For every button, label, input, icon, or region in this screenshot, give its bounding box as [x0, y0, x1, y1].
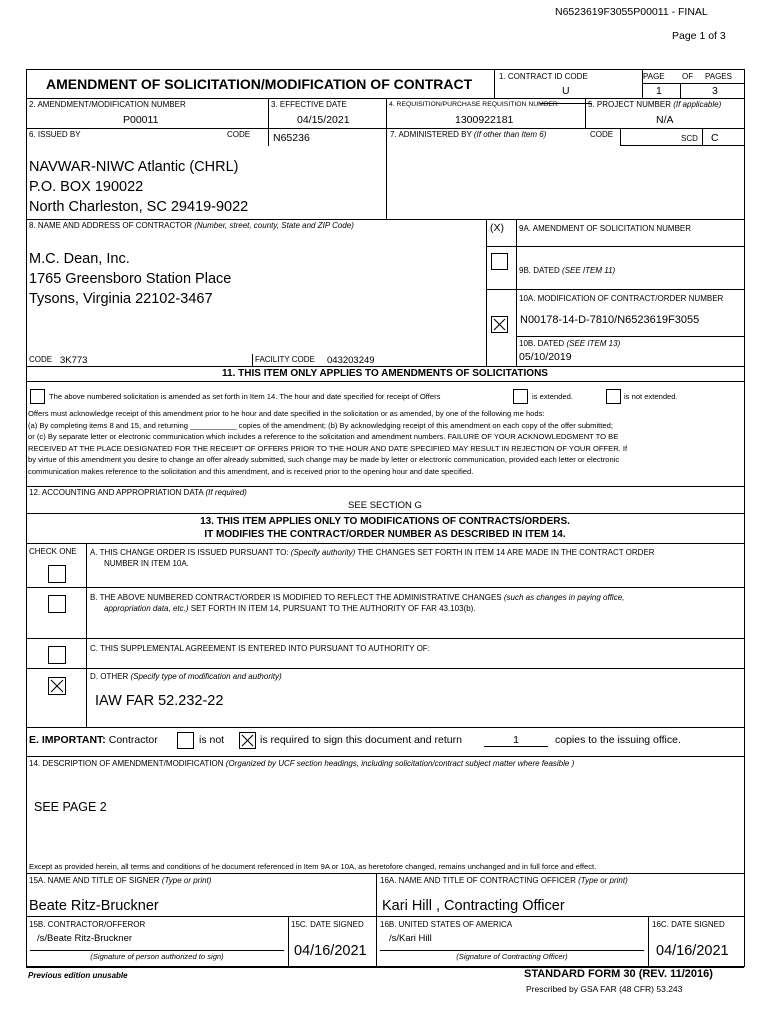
solicitation-amended-checkbox[interactable] — [30, 389, 45, 404]
extended-checkbox[interactable] — [513, 389, 528, 404]
not-extended-label: is not extended. — [624, 392, 678, 401]
option-c-checkbox[interactable] — [48, 646, 66, 664]
except-statement: Except as provided herein, all terms and conditions of he document referenced in Item 9A or 10A, as heretofore changed, remains unchanged and in full force and effect. — [29, 862, 597, 871]
contractor-date-value: 04/16/2021 — [294, 943, 367, 959]
contracting-officer-label: 16A. NAME AND TITLE OF CONTRACTING OFFICER (Type or print) — [380, 876, 628, 885]
rule — [252, 354, 253, 367]
facility-code-label: FACILITY CODE — [255, 355, 315, 364]
rule — [26, 366, 744, 367]
item-11-instructions: Offers must acknowledge receipt of this amendment prior to he hour and date specified in the solicitation or as amended, by one of the following me hods: (a) By completing items 8 and 15, and returning ___________ copies of the amendment; (b) By acknowledging receipt of this amendment on each copy of the offer submitted; or (c) By separate letter or electronic communication which includes a reference to the solicitation and amendment numbers. FAILURE OF YOUR ACKNOWLEDGMENT TO BE RECEIVED AT THE PLACE DESIGNATED FOR THE RECEIPT OF OFFERS PRIOR TO THE HOUR AND DATE SPECIFIED MAY RESULT IN REJECTION OF YOUR OFFER. If by virtue of this amendment you desire to change an offer already submitted, such change may be made by letter or electronic communication, provided each letter or electronic communication makes reference to the solicitation and this amendment, and is received prior to the opening hour and date specified. — [28, 409, 628, 476]
copies-value: 1 — [484, 734, 548, 747]
rule — [386, 98, 387, 220]
option-a-text: A. THIS CHANGE ORDER IS ISSUED PURSUANT TO: (Specify authority) THE CHANGES SET FORTH IN ITEM 14 ARE MADE IN THE CONTRACT ORDER NUMBER IN ITEM 10A. — [90, 548, 655, 568]
scd-value: C — [711, 132, 719, 144]
rule — [26, 668, 744, 669]
option-a-checkbox[interactable] — [48, 565, 66, 583]
rule — [26, 486, 744, 487]
effective-date-label: 3. EFFECTIVE DATE — [271, 100, 347, 109]
important-label: E. IMPORTANT: Contractor — [29, 734, 158, 746]
x-column-label: (X) — [490, 222, 504, 234]
rule — [702, 128, 703, 146]
modification-contract-label: 10A. MODIFICATION OF CONTRACT/ORDER NUMBER — [519, 294, 724, 303]
rule — [26, 916, 744, 917]
officer-signature: /s/Kari Hill — [389, 933, 432, 944]
option-d-checkbox[interactable] — [48, 677, 66, 695]
is-required-checkbox[interactable] — [239, 732, 256, 749]
contractor-address: M.C. Dean, Inc. 1765 Greensboro Station Place Tysons, Virginia 22102-3467 — [29, 251, 232, 307]
rule — [26, 543, 744, 544]
contractor-code-value: 3K773 — [60, 355, 88, 366]
facility-code-value: 043203249 — [327, 355, 375, 366]
contractor-date-label: 15C. DATE SIGNED — [291, 920, 364, 929]
item-10-checkbox[interactable] — [491, 316, 508, 333]
issued-by-code-value: N65236 — [273, 132, 310, 144]
rule — [26, 513, 744, 514]
accounting-data-value: SEE SECTION G — [348, 500, 422, 511]
option-d-value: IAW FAR 52.232-22 — [95, 693, 224, 709]
officer-date-label: 16C. DATE SIGNED — [652, 920, 725, 929]
rule — [516, 219, 517, 367]
rule — [486, 219, 487, 367]
rule — [648, 916, 649, 966]
check-one-label: CHECK ONE — [29, 547, 77, 556]
administered-by-code-label: CODE — [590, 130, 614, 139]
rule — [26, 756, 744, 757]
not-extended-checkbox[interactable] — [606, 389, 621, 404]
rule — [268, 98, 269, 146]
signer-name-label: 15A. NAME AND TITLE OF SIGNER (Type or print) — [29, 876, 212, 885]
rule — [26, 381, 744, 382]
rule — [486, 246, 744, 247]
rule — [620, 145, 744, 146]
is-not-checkbox[interactable] — [177, 732, 194, 749]
united-states-label: 16B. UNITED STATES OF AMERICA — [380, 920, 513, 929]
requisition-number-label: 4. REQUISITION/PURCHASE REQUISITION NUMBER — [389, 101, 558, 108]
rule — [26, 873, 744, 874]
rule — [26, 638, 744, 639]
page-label: PAGE — [643, 72, 665, 81]
rule — [516, 336, 744, 337]
form-right-border — [744, 69, 745, 967]
item-11-title: 11. THIS ITEM ONLY APPLIES TO AMENDMENTS OF SOLICITATIONS — [222, 368, 548, 379]
contract-id-code-value: U — [562, 85, 570, 97]
officer-date-value: 04/16/2021 — [656, 943, 729, 959]
checked-x-icon — [49, 678, 65, 694]
rule — [26, 587, 744, 588]
rule — [26, 98, 744, 99]
rule — [642, 83, 744, 84]
amendment-number-value: P00011 — [123, 114, 159, 126]
rule — [494, 69, 495, 99]
contractor-signature-caption: (Signature of person authorized to sign) — [90, 952, 224, 961]
contractor-code-label: CODE — [29, 355, 53, 364]
officer-signature-caption: (Signature of Contracting Officer) — [456, 952, 568, 961]
copies-suffix: copies to the issuing office. — [555, 734, 681, 746]
project-number-label: 5. PROJECT NUMBER (If applicable) — [588, 100, 722, 109]
amendment-solicitation-label: 9A. AMENDMENT OF SOLICITATION NUMBER — [519, 224, 692, 233]
item-9-checkbox[interactable] — [491, 253, 508, 270]
issued-by-code-label: CODE — [227, 130, 251, 139]
scd-label: SCD — [681, 134, 698, 143]
signature-line — [30, 950, 284, 951]
rule — [288, 916, 289, 966]
checked-x-icon — [492, 317, 507, 332]
dated-10b-value: 05/10/2019 — [519, 351, 572, 363]
is-required-text: is required to sign this document and return — [260, 734, 462, 746]
description-value: SEE PAGE 2 — [34, 800, 107, 814]
contractor-offeror-label: 15B. CONTRACTOR/OFFEROR — [29, 920, 146, 929]
contracting-officer-value: Kari Hill , Contracting Officer — [382, 898, 565, 914]
item-13-title: 13. THIS ITEM APPLIES ONLY TO MODIFICATIONS OF CONTRACTS/ORDERS. IT MODIFIES THE CONTRACT/ORDER NUMBER AS DESCRIBED IN ITEM 14. — [200, 516, 570, 540]
rule — [86, 543, 87, 727]
option-d-text: D. OTHER (Specify type of modification and authority) — [90, 672, 282, 681]
contract-id-code-label: 1. CONTRACT ID CODE — [499, 72, 588, 81]
solicitation-amended-text: The above numbered solicitation is amended as set forth in Item 14. The hour and date specified for receipt of Offers — [49, 392, 441, 401]
dated-9b-label: 9B. DATED (SEE ITEM 11) — [519, 266, 616, 275]
issued-by-address: NAVWAR-NIWC Atlantic (CHRL) P.O. BOX 190022 North Charleston, SC 29419-9022 — [29, 159, 249, 215]
administered-by-label: 7. ADMINISTERED BY (If other than Item 6) — [390, 130, 547, 139]
rule — [680, 83, 681, 99]
accounting-data-label: 12. ACCOUNTING AND APPROPRIATION DATA (If required) — [29, 488, 247, 497]
of-label: OF — [682, 72, 694, 81]
amendment-number-label: 2. AMENDMENT/MODIFICATION NUMBER — [29, 100, 186, 109]
form-top-border — [26, 69, 744, 70]
rule — [26, 128, 744, 129]
prescribed-by-label: Prescribed by GSA FAR (48 CFR) 53.243 — [526, 984, 683, 994]
contractor-label: 8. NAME AND ADDRESS OF CONTRACTOR (Number, street, county, State and ZIP Code) — [29, 221, 354, 230]
form-title: AMENDMENT OF SOLICITATION/MODIFICATION OF CONTRACT — [46, 76, 473, 92]
rule — [486, 289, 744, 290]
effective-date-value: 04/15/2021 — [297, 114, 350, 126]
page-value: 1 — [656, 85, 662, 97]
description-label: 14. DESCRIPTION OF AMENDMENT/MODIFICATION (Organized by UCF section headings, including solicitation/contract subject matter where feasible ) — [29, 759, 575, 768]
dated-10b-label: 10B. DATED (SEE ITEM 13) — [519, 339, 621, 348]
signature-line — [380, 950, 644, 951]
modification-contract-value: N00178-14-D-7810/N6523619F3055 — [520, 314, 700, 326]
rule — [26, 219, 744, 220]
rule — [376, 873, 377, 967]
extended-label: is extended. — [532, 392, 573, 401]
option-b-text: B. THE ABOVE NUMBERED CONTRACT/ORDER IS MODIFIED TO REFLECT THE ADMINISTRATIVE CHANGES (such as changes in paying office, appropriation data, etc.) SET FORTH IN ITEM 14, PURSUANT TO THE AUTHORITY OF FAR 43.103(b). — [90, 593, 625, 613]
rule — [26, 727, 744, 728]
option-b-checkbox[interactable] — [48, 595, 66, 613]
page-number: Page 1 of 3 — [672, 30, 726, 42]
option-c-text: C. THIS SUPPLEMENTAL AGREEMENT IS ENTERED INTO PURSUANT TO AUTHORITY OF: — [90, 644, 430, 653]
previous-edition-note: Previous edition unusable — [28, 971, 128, 980]
pages-value: 3 — [712, 85, 718, 97]
requisition-number-value: 1300922181 — [455, 114, 514, 126]
document-id: N6523619F3055P00011 - FINAL — [555, 6, 708, 18]
is-not-label: is not — [199, 734, 225, 746]
checked-x-icon — [240, 733, 255, 748]
contractor-signature: /s/Beate Ritz-Bruckner — [37, 933, 133, 944]
project-number-value: N/A — [656, 114, 674, 126]
standard-form-label: STANDARD FORM 30 (REV. 11/2016) — [524, 968, 713, 980]
rule — [620, 128, 621, 146]
issued-by-label: 6. ISSUED BY — [29, 130, 81, 139]
rule — [585, 98, 586, 128]
pages-label: PAGES — [705, 72, 732, 81]
signer-name-value: Beate Ritz-Bruckner — [29, 898, 159, 914]
